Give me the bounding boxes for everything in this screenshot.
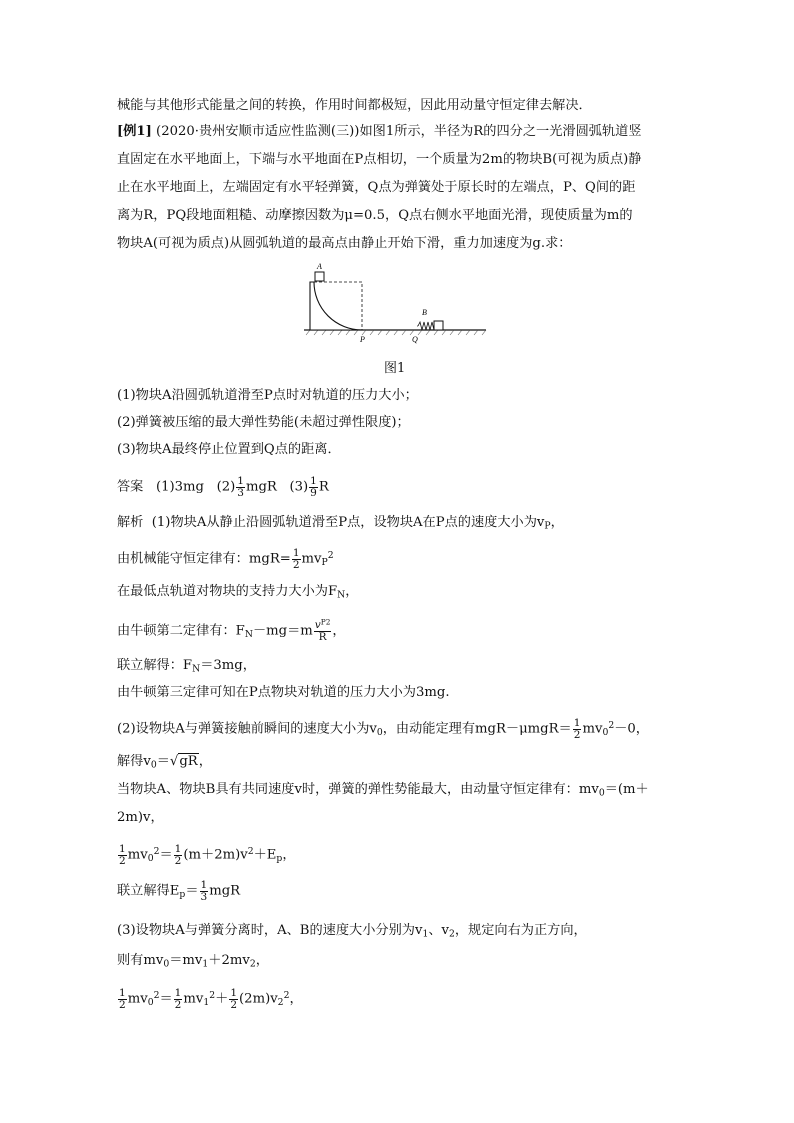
fraction-one-third-2: $\frac{1}{3}$: [200, 879, 208, 903]
solution-line-13: (3)设物块A与弹簧分离时，A、B的速度大小分别为$v_1$、$v_2$，规定向右为正方向，: [117, 923, 587, 940]
solution-line-7: (2)设物块A与弹簧接触前瞬间的速度大小为$v_0$，由动能定理有mgR－μmgR＝ $\frac{1}{2}$ $mv_0^2-0$，: [117, 717, 649, 741]
solution-text-5b: ＝3mg，: [200, 658, 256, 673]
ground-hatching: [306, 330, 486, 335]
solution-text-1: (1)物块A从静止沿圆弧轨道滑至P点，设物块A在P点的速度大小为v: [151, 515, 545, 530]
answer-label: 答案: [117, 479, 144, 495]
solution-text-5: 联立解得：F: [117, 658, 193, 673]
fraction-half-5: $\frac{1}{2}$: [119, 987, 126, 1011]
solution-line-10: 2m)v，: [117, 810, 164, 825]
example-source: (2020·贵州安顺市适应性监测(三)): [156, 124, 360, 139]
sqrt-gr: gR: [179, 754, 198, 769]
solution-text-12: 联立解得E: [117, 883, 180, 899]
fraction-half-4: $\frac{1}{2}$: [174, 843, 182, 867]
spring: [418, 322, 435, 330]
solution-text-4: 由牛顿第二定律有：F: [117, 623, 245, 639]
solution-text-9: 当物块A、物块B具有共同速度v时，弹簧的弹性势能最大，由动量守恒定律有：mv: [117, 782, 599, 797]
solution-text-14: 则有mv: [117, 953, 164, 968]
solution-line-11: $\frac{1}{2}$ $mv_0^2=$ $\frac{1}{2}$ $(m+2m)v^2+E_p$，: [119, 843, 296, 867]
intro-line: 械能与其他形式能量之间的转换，作用时间都极短，因此用动量守恒定律去解决．: [117, 98, 592, 113]
solution-line-12: 联立解得$E_p=$ $\frac{1}{3}$ mgR: [117, 879, 241, 903]
fraction-half-2: $\frac{1}{2}$: [573, 717, 581, 741]
question-3: (3)物块A最终停止位置到Q点的距离．: [117, 442, 341, 457]
arc-track: [310, 282, 362, 330]
solution-text-8b: ＝: [156, 754, 170, 769]
solution-line-15: $\frac{1}{2}$ $mv_0^2=$ $\frac{1}{2}$ $mv_1^2+$ $\frac{1}{2}$ $(2m)v_2^2$，: [119, 987, 303, 1011]
solution-line-6: 由牛顿第三定律可知在P点物块对轨道的压力大小为3mg.: [117, 685, 450, 700]
figure-caption: 图1: [384, 361, 406, 376]
example-line-3: 止在水平地面上，左端固定有水平轻弹簧，Q点为弹簧处于原长时的左端点，P、Q间的距: [117, 180, 636, 195]
solution-text-11b: (m＋2m)v: [183, 847, 248, 863]
solution-line-9: 当物块A、物块B具有共同速度v时，弹簧的弹性势能最大，由动量守恒定律有：$mv_0=(m+$: [117, 782, 649, 799]
solution-line-5: 联立解得：$F_N=3mg$，: [117, 658, 256, 675]
question-1: (1)物块A沿圆弧轨道滑至P点时对轨道的压力大小；: [117, 388, 418, 403]
solution-line-3: 在最低点轨道对物块的支持力大小为$F_N$，: [117, 584, 359, 601]
solution-text-4b: －mg＝m: [252, 623, 313, 639]
solution-text-8: 解得v: [117, 754, 151, 769]
answer-1: (1)3mg: [155, 479, 204, 495]
fraction-half: $\frac{1}{2}$: [292, 547, 300, 571]
solution-line-14: 则有$mv_0=mv_1+2mv_2$，: [117, 953, 269, 970]
answer-3-pre: (3): [289, 479, 309, 495]
example-tag: [例1]: [117, 124, 152, 139]
solution-text-13b: 、v: [428, 923, 449, 938]
example-text-1: 如图1所示，半径为R的四分之一光滑圆弧轨道竖: [359, 124, 642, 139]
solution-text-11: mv: [127, 847, 148, 863]
label-a: A: [317, 262, 322, 271]
solution-line-8: 解得$v_0=√gR$，: [117, 754, 212, 771]
solution-text-11c: ＋E: [253, 847, 277, 863]
solution-text-7c: mv: [582, 721, 603, 737]
solution-text-12b: mgR: [209, 883, 241, 899]
block-b: [434, 321, 443, 330]
block-a: [315, 272, 324, 281]
solution-text-13: (3)设物块A与弹簧分离时，A、B的速度大小分别为v: [117, 923, 423, 938]
fraction-half-7: $\frac{1}{2}$: [230, 987, 238, 1011]
solution-label: 解析: [117, 515, 144, 530]
answer-2-post: mgR: [245, 479, 277, 495]
solution-text-14c: ＋2mv: [208, 953, 250, 968]
answer-3-post: R: [318, 479, 329, 495]
solution-text-15c: (2m)v: [239, 991, 278, 1007]
label-p: P: [360, 335, 365, 344]
solution-line-2: 由机械能守恒定律有：mgR= $\frac{1}{2}$ $mv_P^2$: [117, 547, 334, 571]
solution-text-3: 在最低点轨道对物块的支持力大小为F: [117, 584, 338, 599]
solution-line-4: 由牛顿第二定律有：$F_N-mg=m$ $\frac{v^{P2}}{R}$ ，: [117, 617, 346, 643]
solution-text-15b: mv: [183, 991, 204, 1007]
example-line-2: 直固定在水平地面上，下端与水平地面在P点相切，一个质量为2m的物块B(可视为质点)静: [117, 152, 642, 167]
fraction-half-6: $\frac{1}{2}$: [174, 987, 182, 1011]
solution-text-9b: ＝(m＋: [604, 782, 649, 797]
example-line-1: [117, 122, 642, 142]
label-q: Q: [412, 335, 418, 344]
solution-text-2b: mv: [301, 551, 322, 567]
fraction-vp2-r: $\frac{v^{P2}}{R}$: [314, 617, 331, 643]
fraction-one-third: $\frac{1}{3}$: [237, 475, 244, 499]
solution-line-1: 解析 (1)物块A从静止沿圆弧轨道滑至P点，设物块A在P点的速度大小为$v_P$，: [117, 515, 564, 532]
solution-text-2: 由机械能守恒定律有：mgR=: [117, 551, 291, 567]
solution-text-13c: ，规定向右为正方向，: [454, 923, 587, 938]
answer-line: [117, 476, 329, 498]
physics-figure: [300, 258, 490, 354]
question-2: (2)弹簧被压缩的最大弹性势能(未超过弹性限度)；: [117, 415, 410, 430]
example-line-4: 离为R，PQ段地面粗糙、动摩擦因数为μ=0.5，Q点右侧水平地面光滑，现使质量为m的: [117, 208, 633, 223]
example-line-5: 物块A(可视为质点)从圆弧轨道的最高点由静止开始下滑，重力加速度为g.求：: [117, 236, 572, 251]
answer-2-pre: (2): [216, 479, 236, 495]
solution-text-15: mv: [127, 991, 148, 1007]
fraction-half-3: $\frac{1}{2}$: [119, 843, 126, 867]
solution-text-14b: ＝mv: [169, 953, 203, 968]
solution-text-7: (2)设物块A与弹簧接触前瞬间的速度大小为v: [117, 721, 377, 737]
fraction-one-ninth: $\frac{1}{9}$: [310, 475, 317, 499]
label-b: B: [422, 308, 427, 317]
solution-text-7b: ，由动能定理有mgR－μmgR＝: [382, 721, 572, 737]
